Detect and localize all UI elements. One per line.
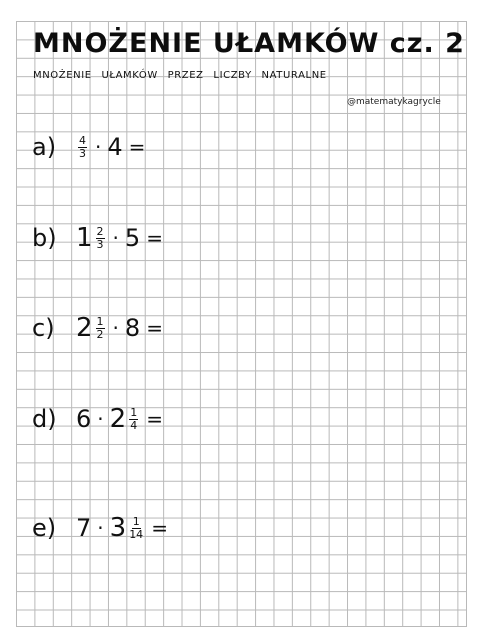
- times-sign: ·: [112, 316, 119, 340]
- expression: [76, 313, 163, 343]
- fraction: [129, 407, 138, 432]
- expression: [76, 133, 145, 161]
- times-sign: ·: [97, 516, 104, 540]
- fraction: [96, 316, 105, 341]
- equals-sign: =: [146, 226, 163, 250]
- equals-sign: =: [128, 135, 146, 159]
- denominator: 2: [96, 327, 104, 341]
- exercise-a: [32, 127, 145, 167]
- whole-part: 2: [109, 404, 127, 434]
- numerator: 4: [79, 133, 86, 147]
- natural-number: 6: [76, 405, 92, 433]
- equals-sign: =: [151, 516, 168, 540]
- natural-number: 5: [124, 224, 141, 252]
- whole-part: 1: [76, 223, 93, 253]
- expression: [76, 223, 163, 253]
- natural-number: 8: [124, 314, 141, 342]
- exercise-c: [32, 308, 163, 348]
- natural-number: 7: [76, 514, 92, 542]
- worksheet-subtitle: MNOŻENIE UŁAMKÓW PRZEZ LICZBY NATURALNE: [33, 70, 327, 81]
- exercise-label: d): [32, 405, 57, 433]
- fraction: [96, 226, 105, 251]
- expression: [76, 404, 163, 434]
- whole-part: 3: [109, 513, 127, 543]
- exercise-b: [32, 218, 163, 258]
- numerator: 1: [132, 514, 140, 528]
- denominator: 4: [130, 418, 138, 432]
- times-sign: ·: [112, 226, 119, 250]
- exercise-label: e): [32, 514, 57, 542]
- fraction: [78, 135, 87, 160]
- times-sign: ·: [95, 135, 102, 159]
- exercise-e: [32, 508, 168, 548]
- whole-part: 2: [76, 313, 93, 343]
- denominator: 14: [129, 527, 144, 541]
- numerator: 2: [96, 224, 104, 238]
- numerator: 1: [96, 314, 104, 328]
- equals-sign: =: [146, 407, 163, 431]
- times-sign: ·: [97, 407, 104, 431]
- worksheet-title: MNOŻENIE UŁAMKÓW cz. 2: [33, 28, 465, 59]
- fraction: [129, 516, 143, 541]
- numerator: 1: [130, 405, 138, 419]
- denominator: 3: [79, 146, 86, 160]
- exercise-d: [32, 399, 163, 439]
- expression: [76, 513, 168, 543]
- exercise-label: a): [32, 133, 57, 161]
- denominator: 3: [96, 237, 104, 251]
- natural-number: 4: [107, 133, 123, 161]
- exercise-label: c): [32, 314, 55, 342]
- exercise-label: b): [32, 224, 57, 252]
- author-handle: @matematykagrycle: [347, 97, 441, 107]
- equals-sign: =: [146, 316, 163, 340]
